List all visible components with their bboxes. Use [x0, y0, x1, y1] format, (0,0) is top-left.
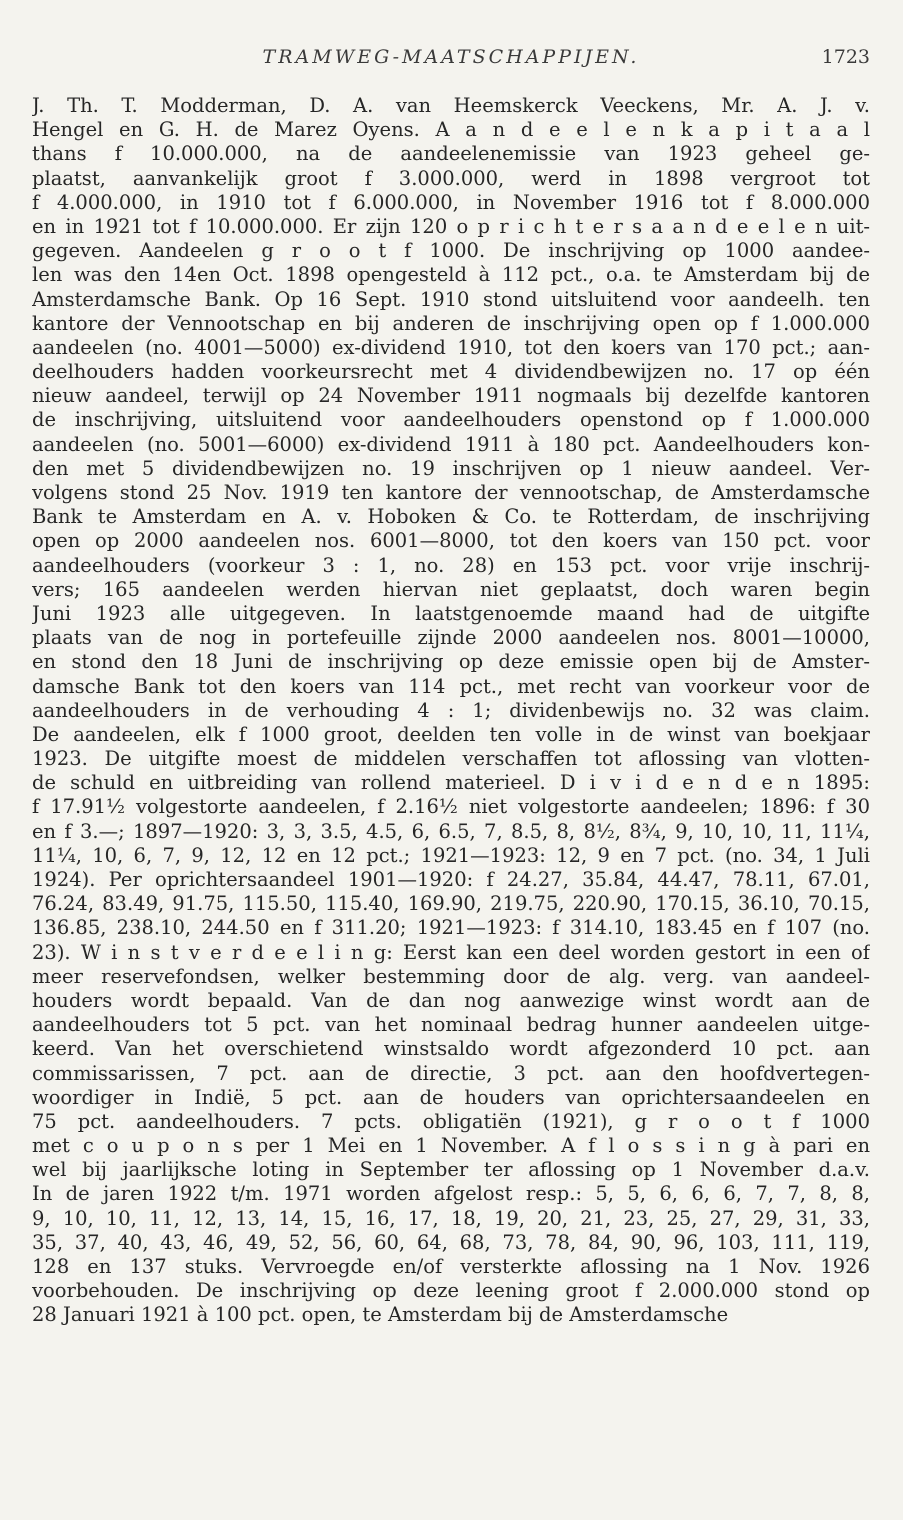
text-line: Bank te Amsterdam en A. v. Hoboken & Co. te Rotterdam, de inschrijving [32, 505, 870, 529]
text-line: plaatst, aanvankelijk groot f 3.000.000, werd in 1898 vergroot tot [32, 166, 870, 190]
text-line: voorbehouden. De inschrijving op deze leening groot f 2.000.000 stond op [32, 1279, 870, 1303]
text-line: de inschrijving, uitsluitend voor aandeelhouders openstond op f 1.000.000 [32, 408, 870, 432]
text-line: aandeelhouders tot 5 pct. van het nominaal bedrag hunner aandeelen uitge- [32, 1013, 870, 1037]
text-line: den met 5 dividendbewijzen no. 19 inschrijven op 1 nieuw aandeel. Ver- [32, 456, 870, 480]
text-line: met c o u p o n s per 1 Mei en 1 November. A f l o s s i n g à pari en [32, 1134, 870, 1158]
text-line: 1923. De uitgifte moest de middelen verschaffen tot aflossing van vlotten- [32, 747, 870, 771]
text-line: meer reservefondsen, welker bestemming door de alg. verg. van aandeel- [32, 964, 870, 988]
text-line: kantore der Vennootschap en bij anderen de inschrijving open op f 1.000.000 [32, 311, 870, 335]
text-line: aandeelen (no. 5001—6000) ex-dividend 1911 à 180 pct. Aandeelhouders kon- [32, 432, 870, 456]
text-line: commissarissen, 7 pct. aan de directie, 3 pct. aan den hoofdvertegen- [32, 1061, 870, 1085]
page-number: 1723 [821, 46, 870, 68]
text-line: volgens stond 25 Nov. 1919 ten kantore der vennootschap, de Amsterdamsche [32, 481, 870, 504]
text-line: 9, 10, 10, 11, 12, 13, 14, 15, 16, 17, 18, 19, 20, 21, 23, 25, 27, 29, 31, 33, [32, 1206, 870, 1230]
text-line: deelhouders hadden voorkeursrecht met 4 dividendbewijzen no. 17 op één [32, 360, 870, 384]
text-line: wel bij jaarlijksche loting in September ter aflossing op 1 November d.a.v. [32, 1158, 870, 1182]
text-line: 23). W i n s t v e r d e e l i n g: Eerst kan een deel worden gestort in een of [32, 940, 870, 964]
text-line: vers; 165 aandeelen werden hiervan niet geplaatst, doch waren begin [32, 577, 870, 601]
body-text [32, 94, 870, 1328]
text-line: woordiger in Indië, 5 pct. aan de houders van oprichtersaandeelen en [32, 1085, 870, 1109]
text-line: aandeelen (no. 4001—5000) ex-dividend 1910, tot den koers van 170 pct.; aan- [32, 335, 870, 359]
page-header [32, 46, 870, 76]
text-line: 128 en 137 stuks. Vervroegde en/of versterkte aflossing na 1 Nov. 1926 [32, 1255, 870, 1278]
text-line: Juni 1923 alle uitgegeven. In laatstgenoemde maand had de uitgifte [32, 601, 870, 625]
text-line: aandeelhouders in de verhouding 4 : 1; dividenbewijs no. 32 was claim. [32, 698, 870, 722]
text-line: 28 Januari 1921 à 100 pct. open, te Amsterdam bij de Amsterdamsche [32, 1303, 729, 1327]
text-line: 136.85, 238.10, 244.50 en f 311.20; 1921—1923: f 314.10, 183.45 en f 107 (no. [32, 916, 870, 940]
running-title: TRAMWEG-MAATSCHAPPIJEN. [262, 46, 640, 68]
text-line: de schuld en uitbreiding van rollend materieel. D i v i d e n d e n 1895: [32, 771, 870, 795]
text-line: 76.24, 83.49, 91.75, 115.50, 115.40, 169.90, 219.75, 220.90, 170.15, 36.10, 70.15, [32, 892, 870, 916]
text-line: Hengel en G. H. de Marez Oyens. A a n d e e l e n k a p i t a a l [32, 118, 870, 142]
text-line: f 4.000.000, in 1910 tot f 6.000.000, in November 1916 tot f 8.000.000 [32, 190, 870, 214]
text-line: 11¼, 10, 6, 7, 9, 12, 12 en 12 pct.; 1921—1923: 12, 9 en 7 pct. (no. 34, 1 Juli [32, 843, 870, 867]
text-line: 1924). Per oprichtersaandeel 1901—1920: f 24.27, 35.84, 44.47, 78.11, 67.01, [32, 868, 870, 891]
text-line: keerd. Van het overschietend winstsaldo wordt afgezonderd 10 pct. aan [32, 1037, 870, 1061]
text-line: en in 1921 tot f 10.000.000. Er zijn 120 o p r i c h t e r s a a n d e e l e n uit- [32, 214, 870, 238]
text-line: open op 2000 aandeelen nos. 6001—8000, tot den koers van 150 pct. voor [32, 529, 870, 553]
text-line: nieuw aandeel, terwijl op 24 November 1911 nogmaals bij dezelfde kantoren [32, 384, 870, 408]
text-line: In de jaren 1922 t/m. 1971 worden afgelost resp.: 5, 5, 6, 6, 6, 7, 7, 8, 8, [32, 1182, 870, 1206]
text-line: en f 3.—; 1897—1920: 3, 3, 3.5, 4.5, 6, 6.5, 7, 8.5, 8, 8½, 8¾, 9, 10, 10, 11, 11¼, [32, 819, 870, 843]
text-line: damsche Bank tot den koers van 114 pct., met recht van voorkeur voor de [32, 674, 870, 698]
text-line: gegeven. Aandeelen g r o o t f 1000. De inschrijving op 1000 aandee- [32, 239, 870, 263]
text-line: houders wordt bepaald. Van de dan nog aanwezige winst wordt aan de [32, 988, 870, 1012]
text-line: plaats van de nog in portefeuille zijnde 2000 aandeelen nos. 8001—10000, [32, 626, 870, 650]
text-line: aandeelhouders (voorkeur 3 : 1, no. 28) en 153 pct. voor vrije inschrij- [32, 553, 870, 577]
text-line: f 17.91½ volgestorte aandeelen, f 2.16½ niet volgestorte aandeelen; 1896: f 30 [32, 795, 870, 819]
text-line: Amsterdamsche Bank. Op 16 Sept. 1910 stond uitsluitend voor aandeelh. ten [32, 287, 870, 311]
text-line: thans f 10.000.000, na de aandeelenemissie van 1923 geheel ge- [32, 142, 870, 166]
text-line: J. Th. T. Modderman, D. A. van Heemskerck Veeckens, Mr. A. J. v. [32, 94, 870, 117]
text-line: De aandeelen, elk f 1000 groot, deelden ten volle in de winst van boekjaar [32, 722, 870, 746]
text-line: len was den 14en Oct. 1898 opengesteld à 112 pct., o.a. te Amsterdam bij de [32, 263, 870, 287]
text-line: 75 pct. aandeelhouders. 7 pcts. obligatiën (1921), g r o o t f 1000 [32, 1109, 870, 1133]
text-line: en stond den 18 Juni de inschrijving op deze emissie open bij de Amster- [32, 650, 870, 674]
text-line: 35, 37, 40, 43, 46, 49, 52, 56, 60, 64, 68, 73, 78, 84, 90, 96, 103, 111, 119, [32, 1230, 870, 1254]
